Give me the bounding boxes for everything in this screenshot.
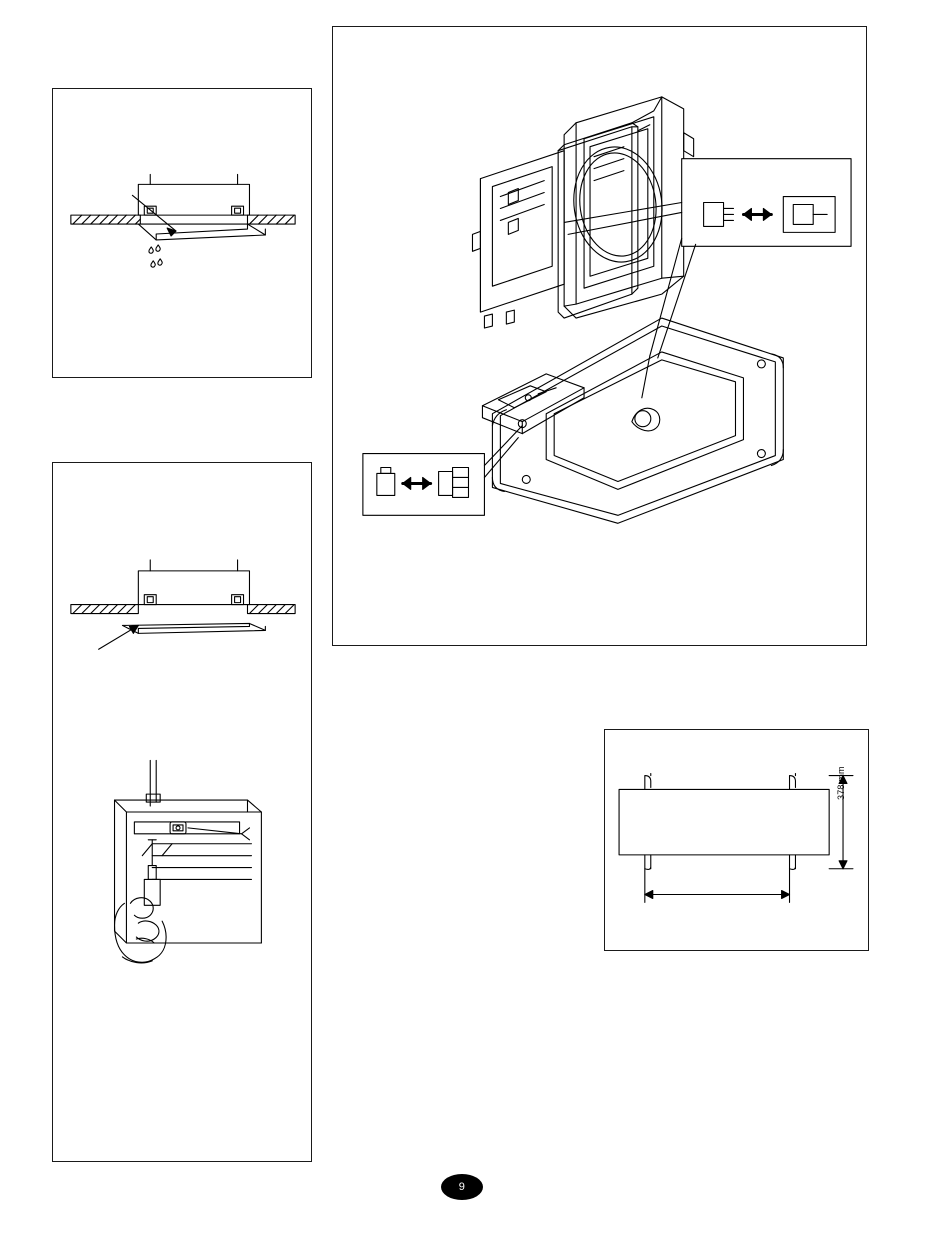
callout-leader-wire [650,238,696,358]
drawing-gap-and-screw [53,463,311,1161]
decoration-panel-frame [482,318,783,523]
drawing-indoor-unit-assembly [333,27,866,645]
corner-screw-icon [170,822,186,834]
panel-indoor-unit-connector-assembly [332,26,867,646]
hatched-ceiling-icon [71,215,295,224]
panel-ceiling-panel-water-drip-detail [52,88,312,378]
dimension-horizontal-line [645,869,790,903]
dimension-vertical-value: 378 mm [836,766,846,800]
leader-arrow-icon [99,625,139,649]
hand-with-screwdriver-icon [115,898,167,963]
indoor-unit-body [472,97,693,328]
panel-panel-mounting-hole-dimensions [604,729,869,951]
drawing-water-drip [53,89,311,377]
callout-connector-lower [363,454,485,516]
callout-connector-upper [682,159,851,247]
hatched-ceiling-icon [71,605,295,614]
callout-leader-lower [484,426,522,478]
panel-ceiling-panel-gap-and-screw-detail [52,462,312,1162]
panel-corner-perspective [115,800,262,943]
drawing-mounting-dimensions [605,730,868,950]
page-number-badge: 9 [441,1174,483,1200]
water-drop-icon [149,245,162,267]
